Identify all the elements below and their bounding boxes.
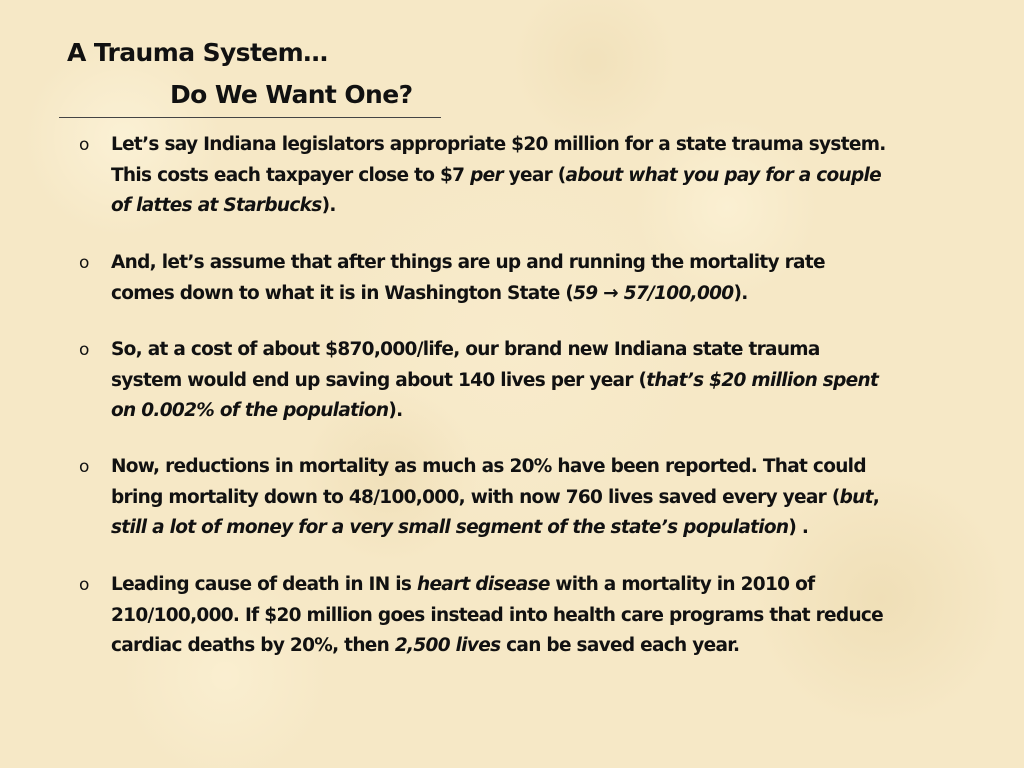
text-run: with a mortality in 2010 of (549, 574, 815, 595)
text-run: , (872, 486, 880, 508)
bullet-line (111, 483, 951, 514)
text-run: ). (388, 400, 403, 421)
text-run: This costs each taxpayer close to $7 (111, 164, 471, 186)
bullet-line (111, 366, 951, 397)
title-line-1: A Trauma System… (67, 38, 328, 67)
title-underline (59, 117, 441, 118)
text-run: ) . (788, 517, 809, 538)
text-run: cardiac deaths by 20%, then (111, 635, 395, 656)
bullet-text (111, 335, 951, 427)
bullet-line (111, 191, 951, 222)
bullet-marker: o (79, 457, 90, 477)
bullet-text (111, 130, 951, 222)
italic-run: of lattes at Starbucks (111, 195, 322, 216)
text-run: So, at a cost of about $870,000/life, our brand new Indiana state trauma (111, 339, 820, 360)
text-run: bring mortality down to 48/100,000, with now 760 lives saved every year ( (111, 486, 840, 508)
slide-title (67, 32, 447, 116)
bullet-text (111, 570, 951, 662)
italic-run: 59 → 57/100,000 (573, 282, 734, 304)
italic-run: on 0.002% of the population (111, 400, 389, 421)
italic-run: still a lot of money for a very small segment of the state’s population (111, 517, 789, 538)
bullet-marker: o (79, 575, 90, 595)
bullet-line (111, 130, 951, 161)
italic-run: per (470, 164, 503, 186)
text-run: Leading cause of death in IN is (111, 574, 417, 595)
text-run: Now, reductions in mortality as much as 20% have been reported. That could (111, 456, 866, 477)
bullet-line (111, 601, 951, 632)
text-run: ). (321, 195, 336, 216)
bullet-marker: o (79, 135, 90, 155)
bullet-line (111, 161, 951, 192)
bullet-text (111, 248, 951, 309)
text-run: Let’s say Indiana legislators appropriate $20 million for a state trauma system. (111, 134, 886, 155)
bullet-line (111, 335, 951, 366)
text-run: ). (733, 282, 748, 304)
text-run: And, let’s assume that after things are up and running the mortality rate (111, 252, 825, 273)
bullet-line (111, 513, 951, 544)
bullet-line (111, 279, 951, 310)
italic-run: but (839, 486, 873, 508)
bullet-line (111, 570, 951, 601)
bullet-marker: o (79, 340, 90, 360)
bullet-line (111, 631, 951, 662)
italic-run: 2,500 lives (394, 635, 501, 656)
bullet-text (111, 452, 951, 544)
italic-run: heart disease (416, 574, 550, 595)
italic-run: about what you pay for a couple (565, 164, 882, 186)
bullet-marker: o (79, 253, 90, 273)
text-run: comes down to what it is in Washington State ( (111, 282, 574, 304)
text-run: can be saved each year. (500, 635, 740, 656)
italic-run: that’s $20 million spent (646, 369, 879, 391)
bullet-line (111, 248, 951, 279)
text-run: year ( (502, 164, 566, 186)
bullet-line (111, 452, 951, 483)
title-line-2: Do We Want One? (170, 80, 413, 109)
bullet-line (111, 396, 951, 427)
text-run: 210/100,000. If $20 million goes instead into health care programs that reduce (111, 604, 884, 626)
text-run: system would end up saving about 140 lives per year ( (111, 369, 647, 391)
